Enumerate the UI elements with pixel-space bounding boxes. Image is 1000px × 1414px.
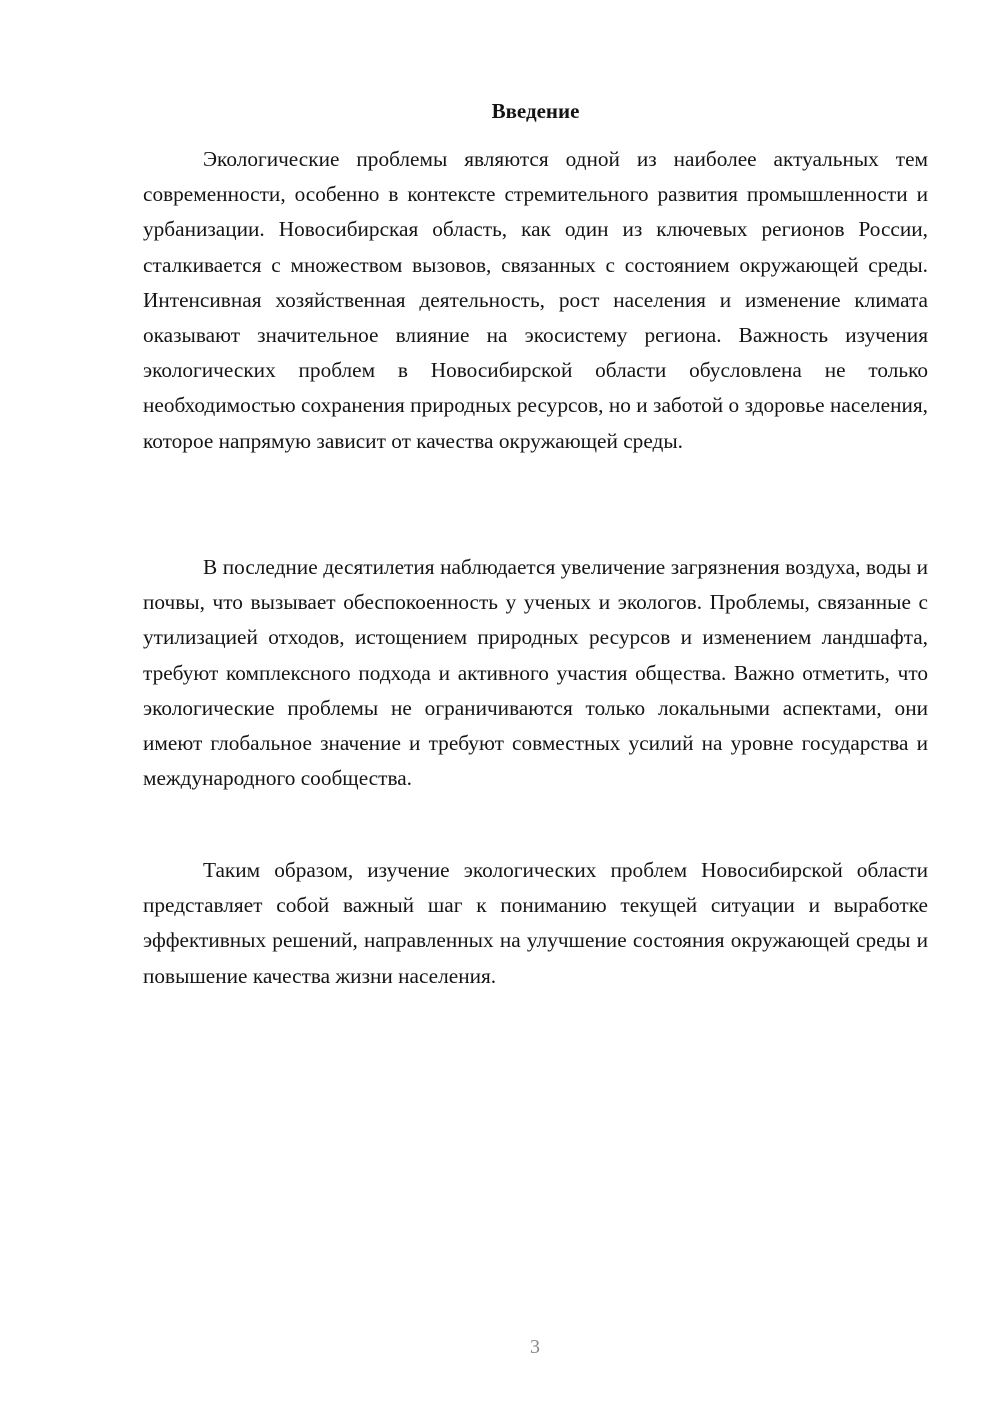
- section-title: Введение: [491, 99, 580, 123]
- paragraph-2: В последние десятилетия наблюдается увеличение загрязнения воздуха, воды и почвы, что вызывает обеспокоенность у ученых и экологов. Проблемы, связанные с утилизацией отходов, истощением природных ресурсов и изменением ландшафта, требуют комплексного подхода и активного участия общества. Важно отметить, что экологические проблемы не ограничиваются только локальными аспектами, они имеют глобальное значение и требуют совместных усилий на уровне государства и международного сообщества.: [143, 555, 928, 791]
- paragraph-1: Экологические проблемы являются одной из наиболее актуальных тем современности, особенно в контексте стремительного развития промышленности и урбанизации. Новосибирская область, как один из ключевых регионов России, сталкивается с множеством вызовов, связанных с состоянием окружающей среды. Интенсивная хозяйственная деятельность, рост населения и изменение климата оказывают значительное влияние на экосистему региона. Важность изучения экологических проблем в Новосибирской области обусловлена не только необходимостью сохранения природных ресурсов, но и заботой о здоровье населения, которое напрямую зависит от качества окружающей среды.: [143, 147, 928, 453]
- page-number: 3: [530, 1336, 540, 1358]
- paragraph-3: Таким образом, изучение экологических проблем Новосибирской области представляет собой важный шаг к пониманию текущей ситуации и выработке эффективных решений, направленных на улучшение состояния окружающей среды и повышение качества жизни населения.: [143, 858, 928, 988]
